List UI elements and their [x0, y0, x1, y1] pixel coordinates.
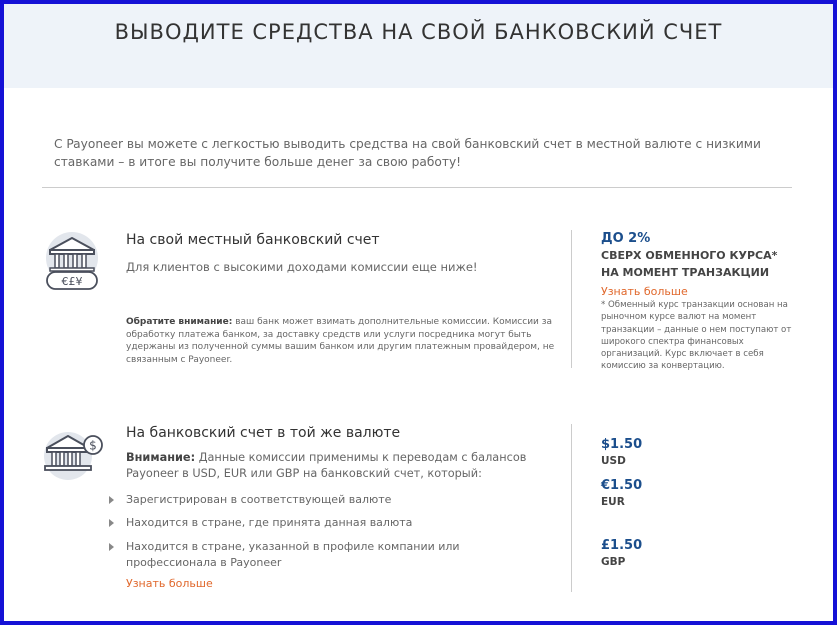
- exchange-rate-footnote: * Обменный курс транзакции основан на рыночном курсе валют на момент транзакции – данные о нем поступают от широкого спектра финансовых организаций. Курс включает в себя комиссию за конвертацию.: [601, 300, 792, 372]
- section1-note: [126, 316, 566, 366]
- section1-vline: [571, 230, 572, 368]
- note-text: ваш банк может взимать дополнительные комиссии. Комиссии за обработку платежа банком, за доставку средств или услуги посредника могут быть удержаны из полученной суммы вашим банком или другим платежным провайдером, не связанным с Payoneer.: [126, 317, 555, 365]
- page-title: ВЫВОДИТЕ СРЕДСТВА НА СВОЙ БАНКОВСКИЙ СЧЕТ: [114, 20, 723, 44]
- intro-text: С Payoneer вы можете с легкостью выводить средства на свой банковский счет в местной валюте с низкими ставками – в итоге вы получите больше денег за свою работу!: [54, 137, 761, 169]
- list-item: Зарегистрирован в соответствующей валюте: [126, 492, 546, 508]
- list-item: Находится в стране, указанной в профиле компании или профессионала в Payoneer: [126, 539, 546, 571]
- section2-title: На банковский счет в той же валюте: [126, 425, 401, 441]
- section2-learn-more-link[interactable]: Узнать больше: [126, 577, 213, 590]
- attention-text: Данные комиссии применимы к переводам с балансов Payoneer в USD, EUR или GBP на банковский счет, который:: [126, 451, 527, 480]
- usd-currency-label: USD: [601, 455, 626, 467]
- attention-label: Внимание:: [126, 451, 196, 464]
- hero-banner: [4, 4, 833, 88]
- gbp-currency-label: GBP: [601, 556, 626, 568]
- bullet-arrow-icon: [109, 519, 114, 527]
- section1-learn-more-link[interactable]: Узнать больше: [601, 285, 688, 298]
- section2-attention: [126, 450, 556, 482]
- section1-title: На свой местный банковский счет: [126, 232, 380, 248]
- section1-subtitle: Для клиентов с высокими доходами комиссии еще ниже!: [126, 260, 478, 274]
- bullet-arrow-icon: [109, 496, 114, 504]
- eur-currency-label: EUR: [601, 496, 625, 508]
- fee-percent: ДО 2%: [601, 231, 651, 246]
- bank-dollar-icon: [40, 426, 106, 486]
- currency-symbols: €£¥: [61, 275, 83, 288]
- dollar-symbol: $: [89, 438, 97, 453]
- gbp-fee-amount: £1.50: [601, 538, 643, 553]
- note-label: Обратите внимание:: [126, 317, 233, 327]
- fee-description: СВЕРХ ОБМЕННОГО КУРСА* НА МОМЕНТ ТРАНЗАКЦИИ: [601, 249, 778, 279]
- list-item: Находится в стране, где принята данная валюта: [126, 515, 546, 531]
- section2-vline: [571, 424, 572, 592]
- eur-fee-amount: €1.50: [601, 478, 643, 493]
- usd-fee-amount: $1.50: [601, 437, 643, 452]
- bullet-arrow-icon: [109, 543, 114, 551]
- bank-currency-icon: [42, 230, 102, 296]
- divider: [42, 187, 792, 188]
